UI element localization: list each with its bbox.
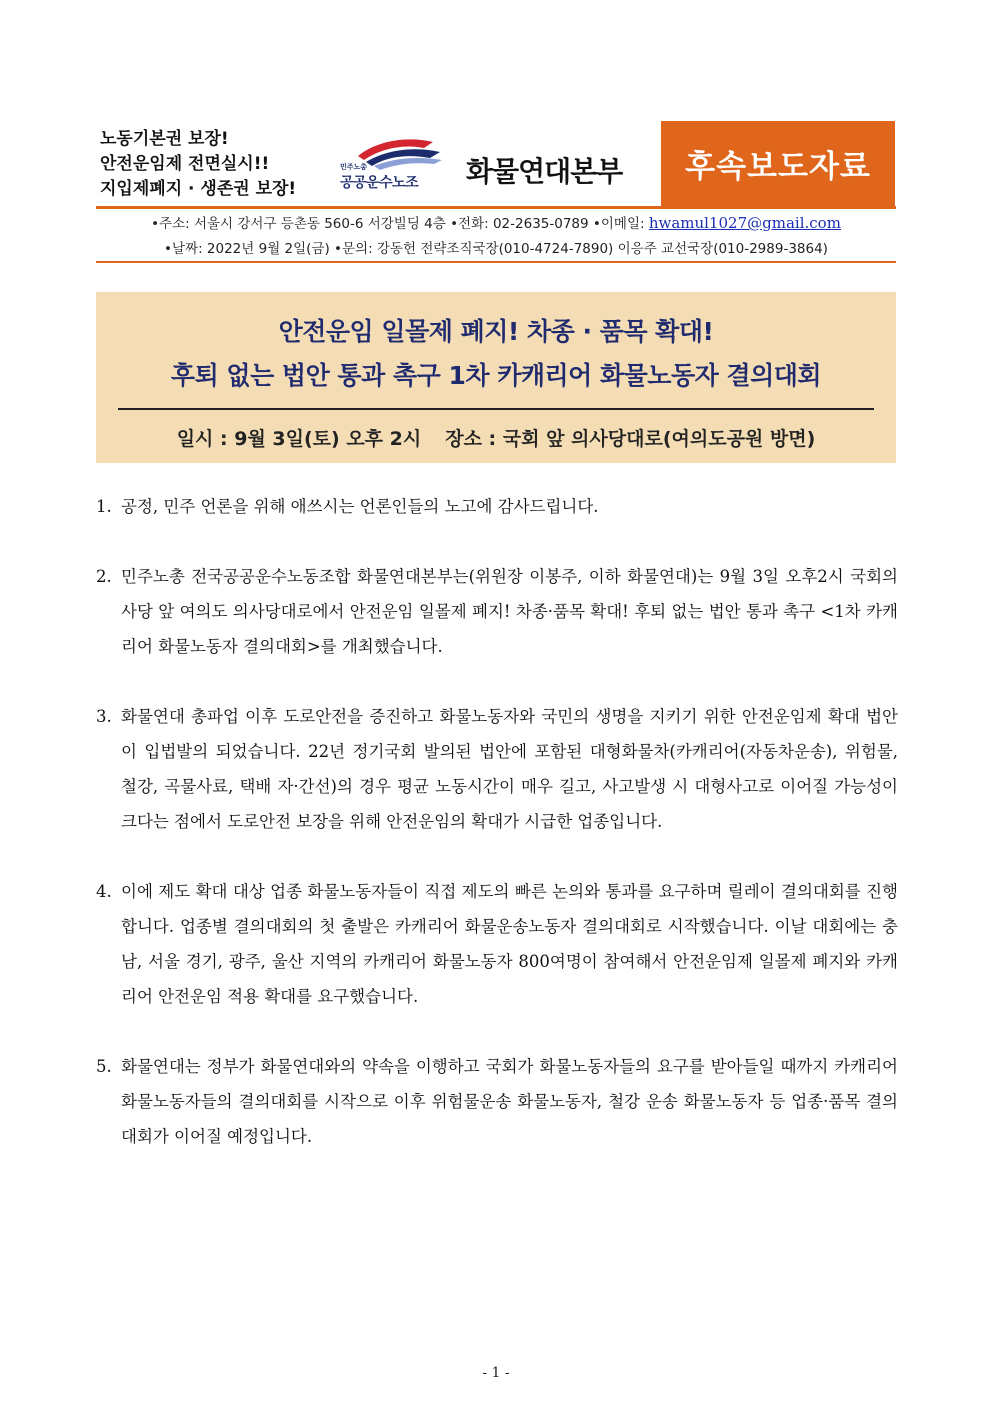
contact-line-1 [96,212,896,232]
paragraph-number: 4. [96,882,112,901]
paragraph-text: 화물연대는 정부가 화물연대와의 약속을 이행하고 국회가 화물노동자들의 요구를 받아들일 때까지 카캐리어 화물노동자들의 결의대회를 시작으로 이후 위험물운송 화물노동자, 철강 운송 화물노동자 등 업종·품목 결의대회가 이어질 예정입니다. [121,1057,898,1146]
header-rule-top [96,206,896,209]
paragraph-text: 화물연대 총파업 이후 도로안전을 증진하고 화물노동자와 국민의 생명을 지키기 위한 안전운임제 확대 법안이 입법발의 되었습니다. 22년 정기국회 발의된 법안에 포함된 대형화물차(카캐리어(자동차운송), 위험물, 철강, 곡물사료, 택배 자·간선)의 경우 평균 노동시간이 매우 길고, 사고발생 시 대형사고로 이어질 가능성이 크다는 점에서 도로안전 보장을 위해 안전운임의 확대가 시급한 업종입니다. [121,707,898,831]
header-rule-bottom [96,261,896,263]
logo-text: 공공운수노조 [340,175,419,191]
contact-line-2: •날짜: 2022년 9월 2일(금) •문의: 강동헌 전략조직국장(010-4724-7890) 이응주 교선국장(010-2989-3864) [164,241,828,257]
title-box [96,292,896,463]
press-release-badge [661,121,895,206]
paragraph-text: 이에 제도 확대 대상 업종 화물노동자들이 직접 제도의 빠른 논의와 통과를 요구하며 릴레이 결의대회를 진행합니다. 업종별 결의대회의 첫 출발은 카캐리어 화물운송노동자 결의대회로 시작했습니다. 이날 대회에는 충남, 서울 경기, 광주, 울산 지역의 카캐리어 화물노동자 800여명이 참여해서 안전운임제 일몰제 폐지와 카캐리어 안전운임 적용 확대를 요구했습니다. [121,882,898,1006]
slogan-2: 안전운임제 전면실시!! [100,154,270,174]
email-link[interactable]: hwamul1027@gmail.com [648,214,841,232]
title-divider [118,408,874,410]
slogan-3: 지입제폐지 · 생존권 보장! [100,179,297,199]
paragraph-number: 3. [96,707,112,726]
paragraph-1 [96,489,898,524]
paragraph-5 [96,1049,898,1154]
paragraph-number: 2. [96,567,112,586]
title-line-2: 후퇴 없는 법안 통과 촉구 1차 카캐리어 화물노동자 결의대회 [170,361,822,390]
paragraph-3 [96,699,898,839]
paragraph-number: 5. [96,1057,112,1076]
title-line-1: 안전운임 일몰제 폐지! 차종 · 품목 확대! [278,317,714,346]
paragraph-2 [96,559,898,664]
contact-address-phone: •주소: 서울시 강서구 등촌동 560-6 서강빌딩 4층 •전화: 02-2635-0789 •이메일: [151,216,649,232]
page-number: - 1 - [482,1365,510,1381]
paragraph-text: 공정, 민주 언론을 위해 애쓰시는 언론인들의 노고에 감사드립니다. [121,497,599,516]
event-date: 일시 : 9월 3일(토) 오후 2시 [176,428,422,450]
header-slogans [100,127,330,202]
paragraph-text: 민주노총 전국공공운수노동조합 화물연대본부는(위원장 이봉주, 이하 화물연대)는 9월 3일 오후2시 국회의사당 앞 여의도 의사당대로에서 안전운임 일몰제 폐지! 차종·품목 확대! 후퇴 없는 법안 통과 촉구 <1차 카캐리어 화물노동자 결의대회>를 개최했습니다. [121,567,898,656]
badge-label: 후속보도자료 [685,149,871,185]
union-logo [338,132,460,194]
logo-small-text: 민주노총 [340,163,368,171]
paragraph-number: 1. [96,497,112,516]
paragraph-4 [96,874,898,1014]
body-content [96,489,898,1189]
event-info [96,424,896,451]
org-name: 화물연대본부 [466,155,623,188]
slogan-1: 노동기본권 보장! [100,129,229,149]
event-place: 장소 : 국회 앞 의사당대로(여의도공원 방면) [445,428,816,450]
